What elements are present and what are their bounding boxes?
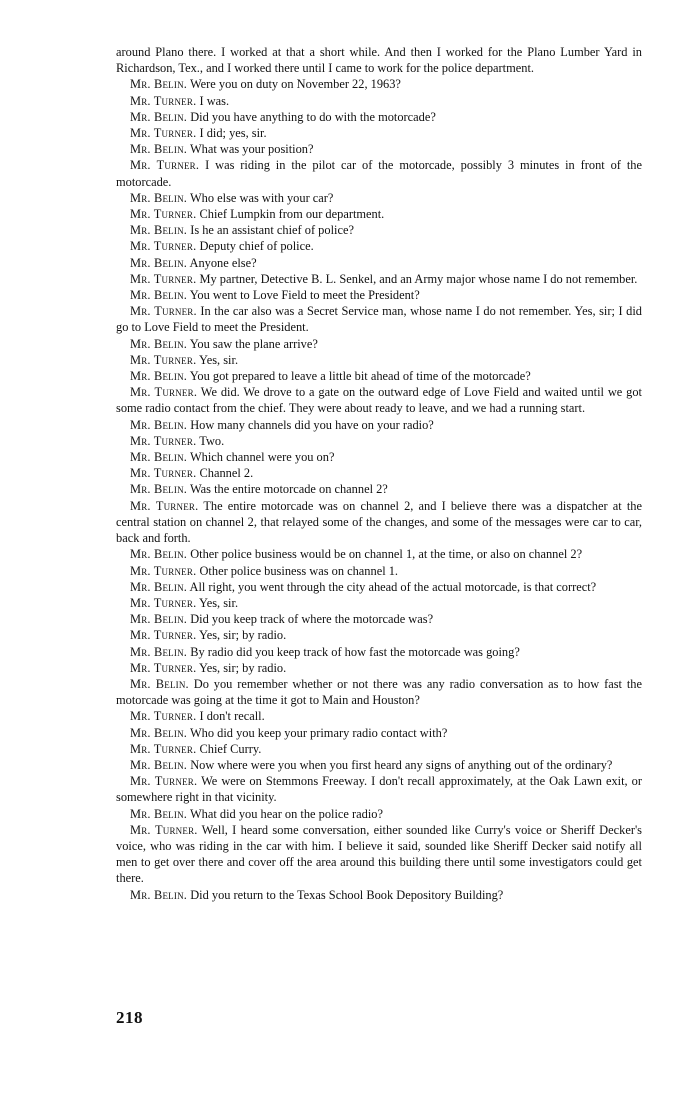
paragraph-text: You saw the plane arrive? bbox=[189, 336, 318, 351]
paragraph-text: Chief Lumpkin from our department. bbox=[199, 207, 385, 222]
speaker-label: Mr. Turner. bbox=[130, 709, 197, 724]
speaker-label: Mr. Turner. bbox=[130, 595, 197, 610]
paragraph-text: In the car also was a Secret Service man, whose name I do not remember. Yes, sir; I did go to Love Field to meet the President. bbox=[116, 304, 642, 335]
page-number: 218 bbox=[116, 1008, 143, 1027]
testimony-paragraph bbox=[116, 433, 642, 449]
speaker-label: Mr. Turner. bbox=[130, 774, 198, 789]
testimony-paragraph bbox=[116, 579, 642, 595]
speaker-label: Mr. Belin. bbox=[130, 579, 188, 594]
paragraph-text: I was riding in the pilot car of the motorcade, possibly 3 minutes in front of the motorcade. bbox=[116, 158, 642, 189]
testimony-paragraph bbox=[116, 741, 642, 757]
speaker-label: Mr. Belin. bbox=[130, 288, 188, 303]
speaker-label: Mr. Turner. bbox=[130, 466, 197, 481]
testimony-paragraph bbox=[116, 887, 642, 903]
testimony-paragraph bbox=[116, 190, 642, 206]
testimony-paragraph bbox=[116, 708, 642, 724]
paragraph-text: Well, I heard some conversation, either sounded like Curry's voice or Sheriff Decker's voice, who was riding in the car with him. I believe it said, sounded like Sheriff Decker said notify all men to get over there and cover off the area around this building there until some investigators could get there. bbox=[116, 822, 642, 886]
paragraph-text: Anyone else? bbox=[189, 255, 257, 270]
paragraph-text: Who else was with your car? bbox=[189, 190, 334, 205]
testimony-paragraph bbox=[116, 481, 642, 497]
speaker-label: Mr. Belin. bbox=[130, 336, 188, 351]
speaker-label: Mr. Turner. bbox=[130, 304, 197, 319]
speaker-label: Mr. Belin. bbox=[130, 223, 188, 238]
speaker-label: Mr. Belin. bbox=[130, 757, 188, 772]
testimony-paragraph bbox=[116, 822, 642, 887]
paragraph-text: around Plano there. I worked at that a short while. And then I worked for the Plano Lumber Yard in Richardson, Tex., and I worked there until I came to work for the police department. bbox=[116, 45, 642, 76]
speaker-label: Mr. Belin. bbox=[130, 676, 189, 691]
paragraph-text: Is he an assistant chief of police? bbox=[190, 223, 354, 238]
speaker-label: Mr. Turner. bbox=[130, 271, 197, 286]
testimony-paragraph bbox=[116, 595, 642, 611]
testimony-paragraph bbox=[116, 76, 642, 92]
testimony-paragraph bbox=[116, 93, 642, 109]
testimony-paragraph bbox=[116, 644, 642, 660]
paragraph-text: We were on Stemmons Freeway. I don't recall approximately, at the Oak Lawn exit, or somewhere right in that vicinity. bbox=[116, 774, 642, 805]
speaker-label: Mr. Belin. bbox=[130, 725, 188, 740]
speaker-label: Mr. Belin. bbox=[130, 806, 188, 821]
paragraph-text: I don't recall. bbox=[199, 709, 265, 724]
testimony-paragraph bbox=[116, 336, 642, 352]
speaker-label: Mr. Belin. bbox=[130, 887, 188, 902]
paragraph-text: Yes, sir; by radio. bbox=[199, 660, 287, 675]
testimony-paragraph bbox=[116, 725, 642, 741]
speaker-label: Mr. Belin. bbox=[130, 644, 188, 659]
paragraph-text: Deputy chief of police. bbox=[199, 239, 314, 254]
speaker-label: Mr. Turner. bbox=[130, 352, 197, 367]
paragraph-text: Yes, sir. bbox=[199, 352, 239, 367]
testimony-paragraph bbox=[116, 417, 642, 433]
speaker-label: Mr. Turner. bbox=[130, 385, 198, 400]
testimony-paragraph bbox=[116, 676, 642, 708]
paragraph-text: Channel 2. bbox=[199, 466, 254, 481]
paragraph-text: Who did you keep your primary radio contact with? bbox=[189, 725, 448, 740]
speaker-label: Mr. Turner. bbox=[130, 660, 197, 675]
paragraph-text: Did you return to the Texas School Book Depository Building? bbox=[190, 887, 504, 902]
testimony-paragraph bbox=[116, 109, 642, 125]
speaker-label: Mr. Turner. bbox=[130, 741, 197, 756]
paragraph-text: Two. bbox=[199, 433, 225, 448]
paragraph-text: What was your position? bbox=[189, 142, 314, 157]
paragraph-text: Other police business would be on channel 1, at the time, or also on channel 2? bbox=[190, 547, 583, 562]
testimony-paragraph bbox=[116, 271, 642, 287]
paragraph-text: How many channels did you have on your radio? bbox=[190, 417, 434, 432]
paragraph-text: Which channel were you on? bbox=[189, 450, 335, 465]
speaker-label: Mr. Belin. bbox=[130, 77, 188, 92]
paragraph-text: The entire motorcade was on channel 2, and I believe there was a dispatcher at the central station on channel 2, that relayed some of the changes, and some of the messages were car to car, back and forth. bbox=[116, 498, 642, 546]
testimony-paragraph bbox=[116, 465, 642, 481]
paragraph-text: Was the entire motorcade on channel 2? bbox=[189, 482, 388, 497]
testimony-paragraph bbox=[116, 449, 642, 465]
speaker-label: Mr. Belin. bbox=[130, 612, 188, 627]
speaker-label: Mr. Turner. bbox=[130, 93, 197, 108]
testimony-paragraph bbox=[116, 206, 642, 222]
paragraph-text: I did; yes, sir. bbox=[199, 126, 267, 141]
speaker-label: Mr. Belin. bbox=[130, 450, 188, 465]
paragraph-text: Did you have anything to do with the motorcade? bbox=[190, 109, 436, 124]
speaker-label: Mr. Turner. bbox=[130, 498, 199, 513]
speaker-label: Mr. Belin. bbox=[130, 547, 188, 562]
testimony-paragraph bbox=[116, 757, 642, 773]
speaker-label: Mr. Turner. bbox=[130, 158, 200, 173]
speaker-label: Mr. Turner. bbox=[130, 822, 198, 837]
testimony-paragraph bbox=[116, 44, 642, 76]
testimony-paragraph bbox=[116, 806, 642, 822]
testimony-paragraph bbox=[116, 125, 642, 141]
testimony-paragraph bbox=[116, 141, 642, 157]
speaker-label: Mr. Belin. bbox=[130, 255, 188, 270]
testimony-paragraph bbox=[116, 546, 642, 562]
paragraph-text: I was. bbox=[199, 93, 230, 108]
speaker-label: Mr. Belin. bbox=[130, 190, 188, 205]
paragraph-text: All right, you went through the city ahead of the actual motorcade, is that correct? bbox=[189, 579, 597, 594]
testimony-paragraph bbox=[116, 384, 642, 416]
paragraph-text: Were you on duty on November 22, 1963? bbox=[189, 77, 401, 92]
paragraph-text: My partner, Detective B. L. Senkel, and an Army major whose name I do not remember. bbox=[199, 271, 638, 286]
paragraph-text: By radio did you keep track of how fast the motorcade was going? bbox=[190, 644, 520, 659]
speaker-label: Mr. Turner. bbox=[130, 207, 197, 222]
paragraph-text: Now where were you when you first heard any signs of anything out of the ordinary? bbox=[190, 757, 613, 772]
testimony-paragraph bbox=[116, 368, 642, 384]
paragraph-text: You went to Love Field to meet the President? bbox=[189, 288, 420, 303]
testimony-paragraph bbox=[116, 660, 642, 676]
speaker-label: Mr. Turner. bbox=[130, 126, 197, 141]
testimony-text bbox=[116, 44, 642, 903]
speaker-label: Mr. Turner. bbox=[130, 433, 197, 448]
paragraph-text: Do you remember whether or not there was any radio conversation as to how fast the motorcade was going at the time it got to Main and Houston? bbox=[116, 676, 642, 708]
testimony-paragraph bbox=[116, 255, 642, 271]
paragraph-text: Chief Curry. bbox=[199, 741, 262, 756]
speaker-label: Mr. Turner. bbox=[130, 239, 197, 254]
testimony-paragraph bbox=[116, 563, 642, 579]
speaker-label: Mr. Belin. bbox=[130, 369, 188, 384]
testimony-paragraph bbox=[116, 157, 642, 189]
paragraph-text: Other police business was on channel 1. bbox=[199, 563, 399, 578]
testimony-paragraph bbox=[116, 611, 642, 627]
testimony-paragraph bbox=[116, 352, 642, 368]
testimony-paragraph bbox=[116, 238, 642, 254]
speaker-label: Mr. Turner. bbox=[130, 563, 197, 578]
testimony-paragraph bbox=[116, 287, 642, 303]
speaker-label: Mr. Belin. bbox=[130, 417, 188, 432]
paragraph-text: Did you keep track of where the motorcade was? bbox=[190, 612, 434, 627]
testimony-paragraph bbox=[116, 773, 642, 805]
speaker-label: Mr. Belin. bbox=[130, 109, 188, 124]
paragraph-text: You got prepared to leave a little bit ahead of time of the motorcade? bbox=[189, 369, 531, 384]
paragraph-text: What did you hear on the police radio? bbox=[189, 806, 383, 821]
testimony-paragraph bbox=[116, 222, 642, 238]
speaker-label: Mr. Turner. bbox=[130, 628, 197, 643]
paragraph-text: Yes, sir. bbox=[199, 595, 239, 610]
speaker-label: Mr. Belin. bbox=[130, 482, 188, 497]
testimony-paragraph bbox=[116, 303, 642, 335]
speaker-label: Mr. Belin. bbox=[130, 142, 188, 157]
paragraph-text: We did. We drove to a gate on the outward edge of Love Field and waited until we got some radio contact from the chief. They were about ready to leave, and we had a running start. bbox=[116, 385, 642, 416]
testimony-paragraph bbox=[116, 498, 642, 547]
testimony-paragraph bbox=[116, 627, 642, 643]
paragraph-text: Yes, sir; by radio. bbox=[199, 628, 287, 643]
